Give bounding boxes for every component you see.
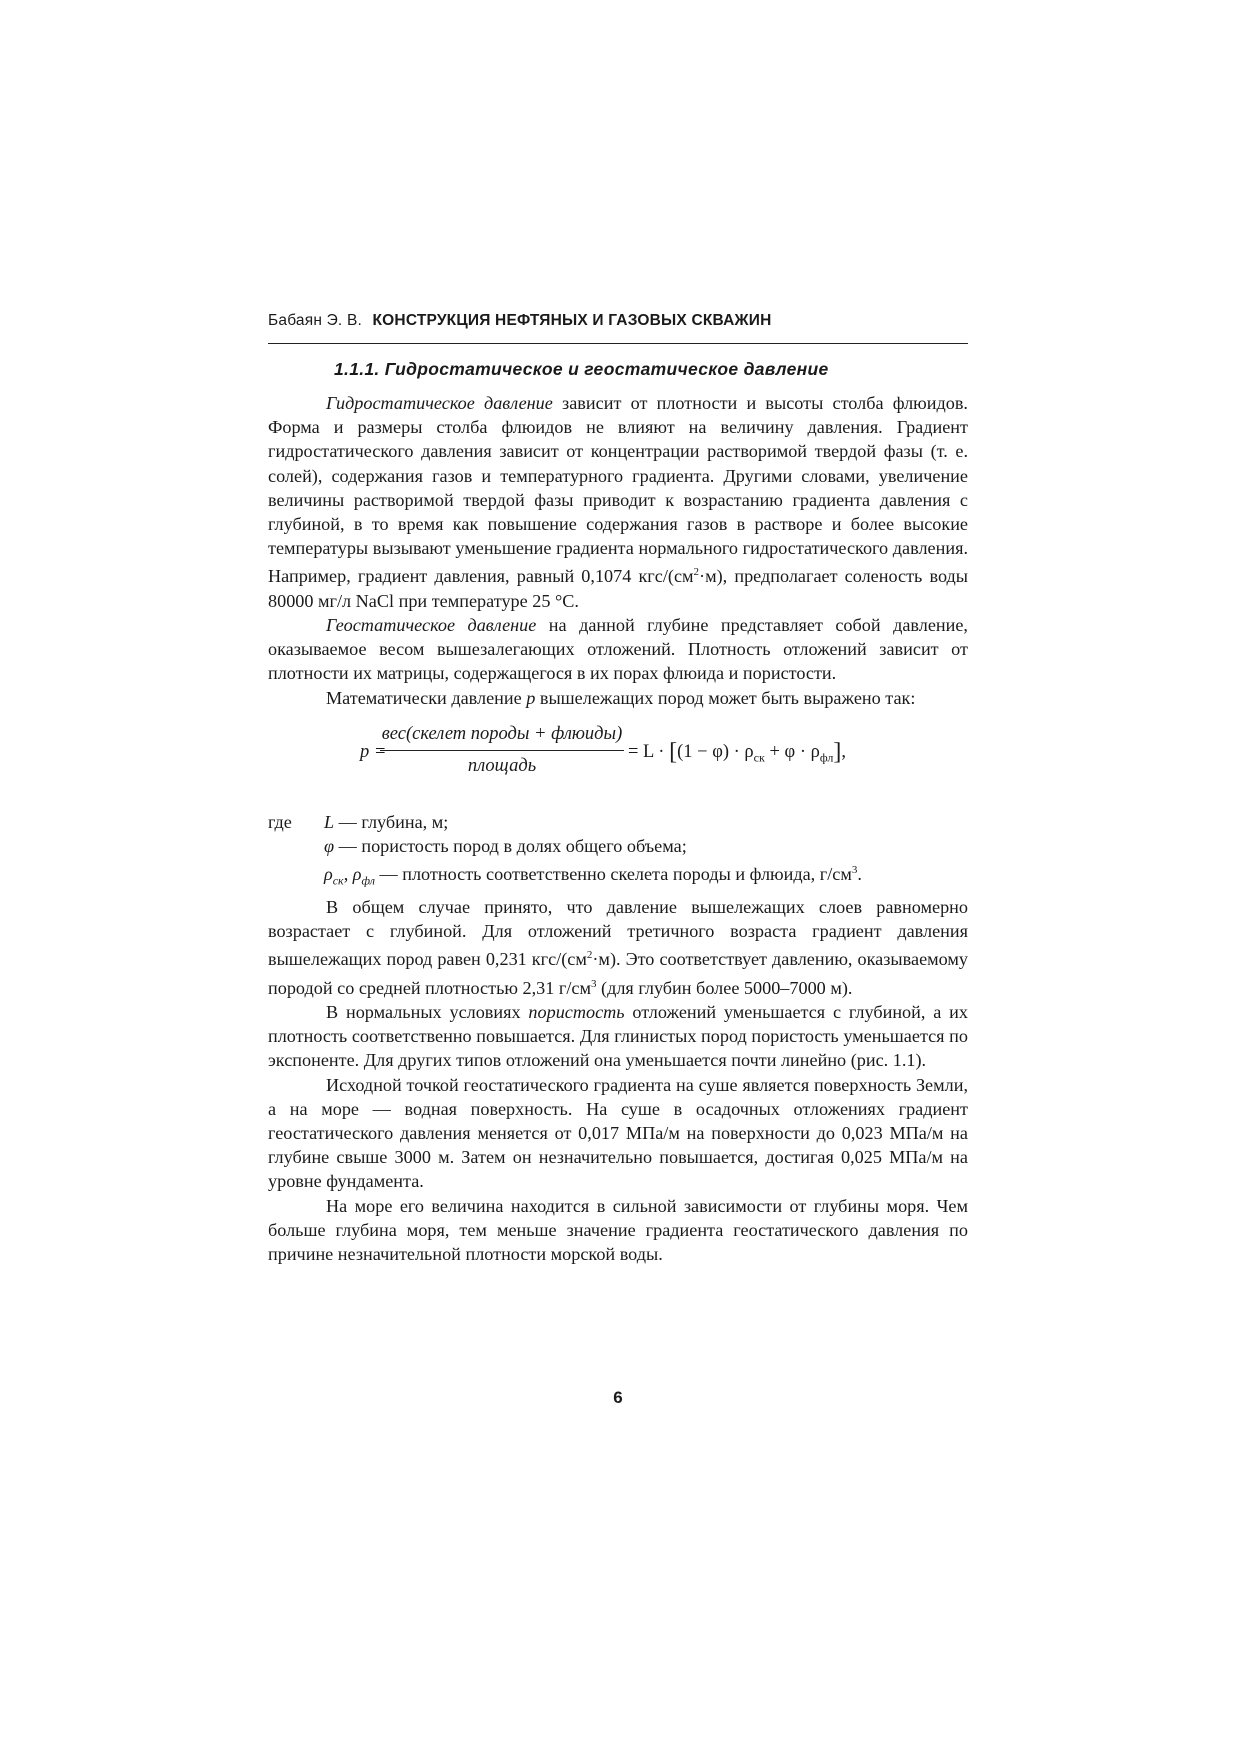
paragraph-sea-gradient: На море его величина находится в сильной зависимости от глубины моря. Чем больше глубина моря, тем меньше значение градиента геостатического давления по причине незначительной плотности морской воды. [268, 1195, 968, 1264]
paragraph-hydrostatic [268, 391, 968, 613]
variable-p: p [526, 687, 536, 708]
definition-text: — плотность соответственно скелета породы и флюида, г/см [374, 864, 852, 885]
superscript: 2 [586, 949, 593, 962]
body-text [268, 391, 968, 1266]
term-geostatic: Геостатическое давление [326, 614, 537, 635]
paragraph-land-gradient: Исходной точкой геостатического градиента на суше является поверхность Земли, а на море — водная поверхность. На суше в осадочных отложениях градиент геостатического давления меняется от 0,017 МПа/м на поверхности до 0,023 МПа/м на глубине свыше 3000 м. Затем он незначительно повышается, достигая 0,025 МПа/м на уровне фундамента. [268, 1074, 968, 1192]
symbol: L [324, 811, 335, 832]
paragraph-text: на данной глубине представляет собой давление, оказываемое весом вышезалегающих отложений. Плотность отложений зависит от плотности их матрицы, содержащегося в их порах флюида и пористости. [268, 614, 968, 684]
section-title: 1.1.1. Гидростатическое и геостатическое давление [334, 359, 829, 379]
definitions-block [268, 810, 968, 893]
fraction-bar [380, 750, 624, 751]
formula-denominator: площадь [467, 755, 537, 776]
separator: , [343, 864, 353, 885]
formula-numerator: вес(скелет породы + флюиды) [381, 723, 623, 744]
paragraph-text: В нормальных условиях [326, 1001, 529, 1022]
paragraph-text: вышележащих пород может быть выражено так: [535, 687, 916, 708]
formula-rhs [628, 740, 846, 770]
subscript: ск [753, 750, 765, 765]
formula-fraction [380, 722, 624, 778]
definition-density [324, 858, 968, 893]
superscript: 2 [693, 566, 700, 579]
term-porosity: пористость [528, 1001, 625, 1022]
definition-text: — пористость пород в долях общего объема; [334, 835, 687, 856]
formula-lhs: p = [360, 741, 387, 762]
symbol: ρ [352, 864, 362, 885]
definition-text: — глубина, м; [334, 811, 449, 832]
paragraph-geostatic [268, 613, 968, 686]
term-hydrostatic: Гидростатическое давление [326, 393, 553, 413]
paragraph-math-intro [268, 686, 968, 710]
formula-rhs-part: (1 − φ) · ρ [677, 741, 754, 762]
running-header [268, 312, 968, 330]
page-number: 6 [613, 1388, 623, 1407]
definition-porosity [324, 834, 968, 858]
header-book-title: КОНСТРУКЦИЯ НЕФТЯНЫХ И ГАЗОВЫХ СКВАЖИН [372, 312, 772, 329]
paragraph-text: В общем случае принято, что давление вышележащих слоев равномерно возрастает с глубиной. Для отложений третичного возраста градиент давления вышележащих пород равен 0,231 кгс/(см [268, 897, 968, 970]
paragraph-porosity [268, 1000, 968, 1073]
paragraph-text: зависит от плотности и высоты столба флюидов. Форма и размеры столба флюидов не влияют на величину давления. Градиент гидростатического давления зависит от концентрации растворимой твердой фазы (т. е. солей), содержания газов и температурного градиента. Другими словами, увеличение величины растворимой твердой фазы приводит к возрастанию градиента давления с глубиной, в то время как повышение содержания газов в растворе и более высокие температуры вызывают уменьшение градиента нормального гидростатического давления. Например, градиент давления, равный 0,1074 кгс/(см [268, 393, 968, 587]
paragraph-text: ·м). Это соответствует давлению, оказываемому породой со средней плотностью 2,31 г/см [268, 949, 968, 998]
where-word: где [268, 811, 292, 832]
symbol: ρ [324, 864, 333, 885]
formula-rhs-part: = L · [628, 741, 670, 762]
bracket-close: ] [833, 738, 842, 765]
header-rule [268, 343, 968, 344]
paragraph-overburden [268, 895, 968, 1000]
superscript: 3 [590, 977, 597, 990]
pressure-formula [268, 722, 968, 792]
paragraph-text: (для глубин более 5000–7000 м). [596, 977, 853, 998]
paragraph-text: Математически давление [326, 687, 527, 708]
formula-rhs-part: + φ · ρ [764, 741, 820, 762]
subscript: фл [361, 873, 375, 888]
header-author: Бабаян Э. В. [268, 312, 362, 329]
formula-rhs-part: , [841, 741, 846, 762]
symbol: φ [324, 835, 335, 856]
subscript: фл [819, 750, 834, 765]
paragraph-text: ·м), предполагает соленость воды 80000 мг/л NaCl при температуре 25 °С. [268, 566, 968, 611]
definition-depth [324, 810, 968, 834]
paragraph-text: отложений уменьшается с глубиной, а их плотность соответственно повышается. Для глинистых пород пористость уменьшается по экспоненте. Для других типов отложений она уменьшается почти линейно (рис. 1.1). [268, 1001, 968, 1071]
subscript: ск [332, 873, 344, 888]
bracket-open: [ [669, 738, 678, 765]
definition-text: . [857, 864, 862, 885]
superscript: 3 [851, 864, 858, 877]
